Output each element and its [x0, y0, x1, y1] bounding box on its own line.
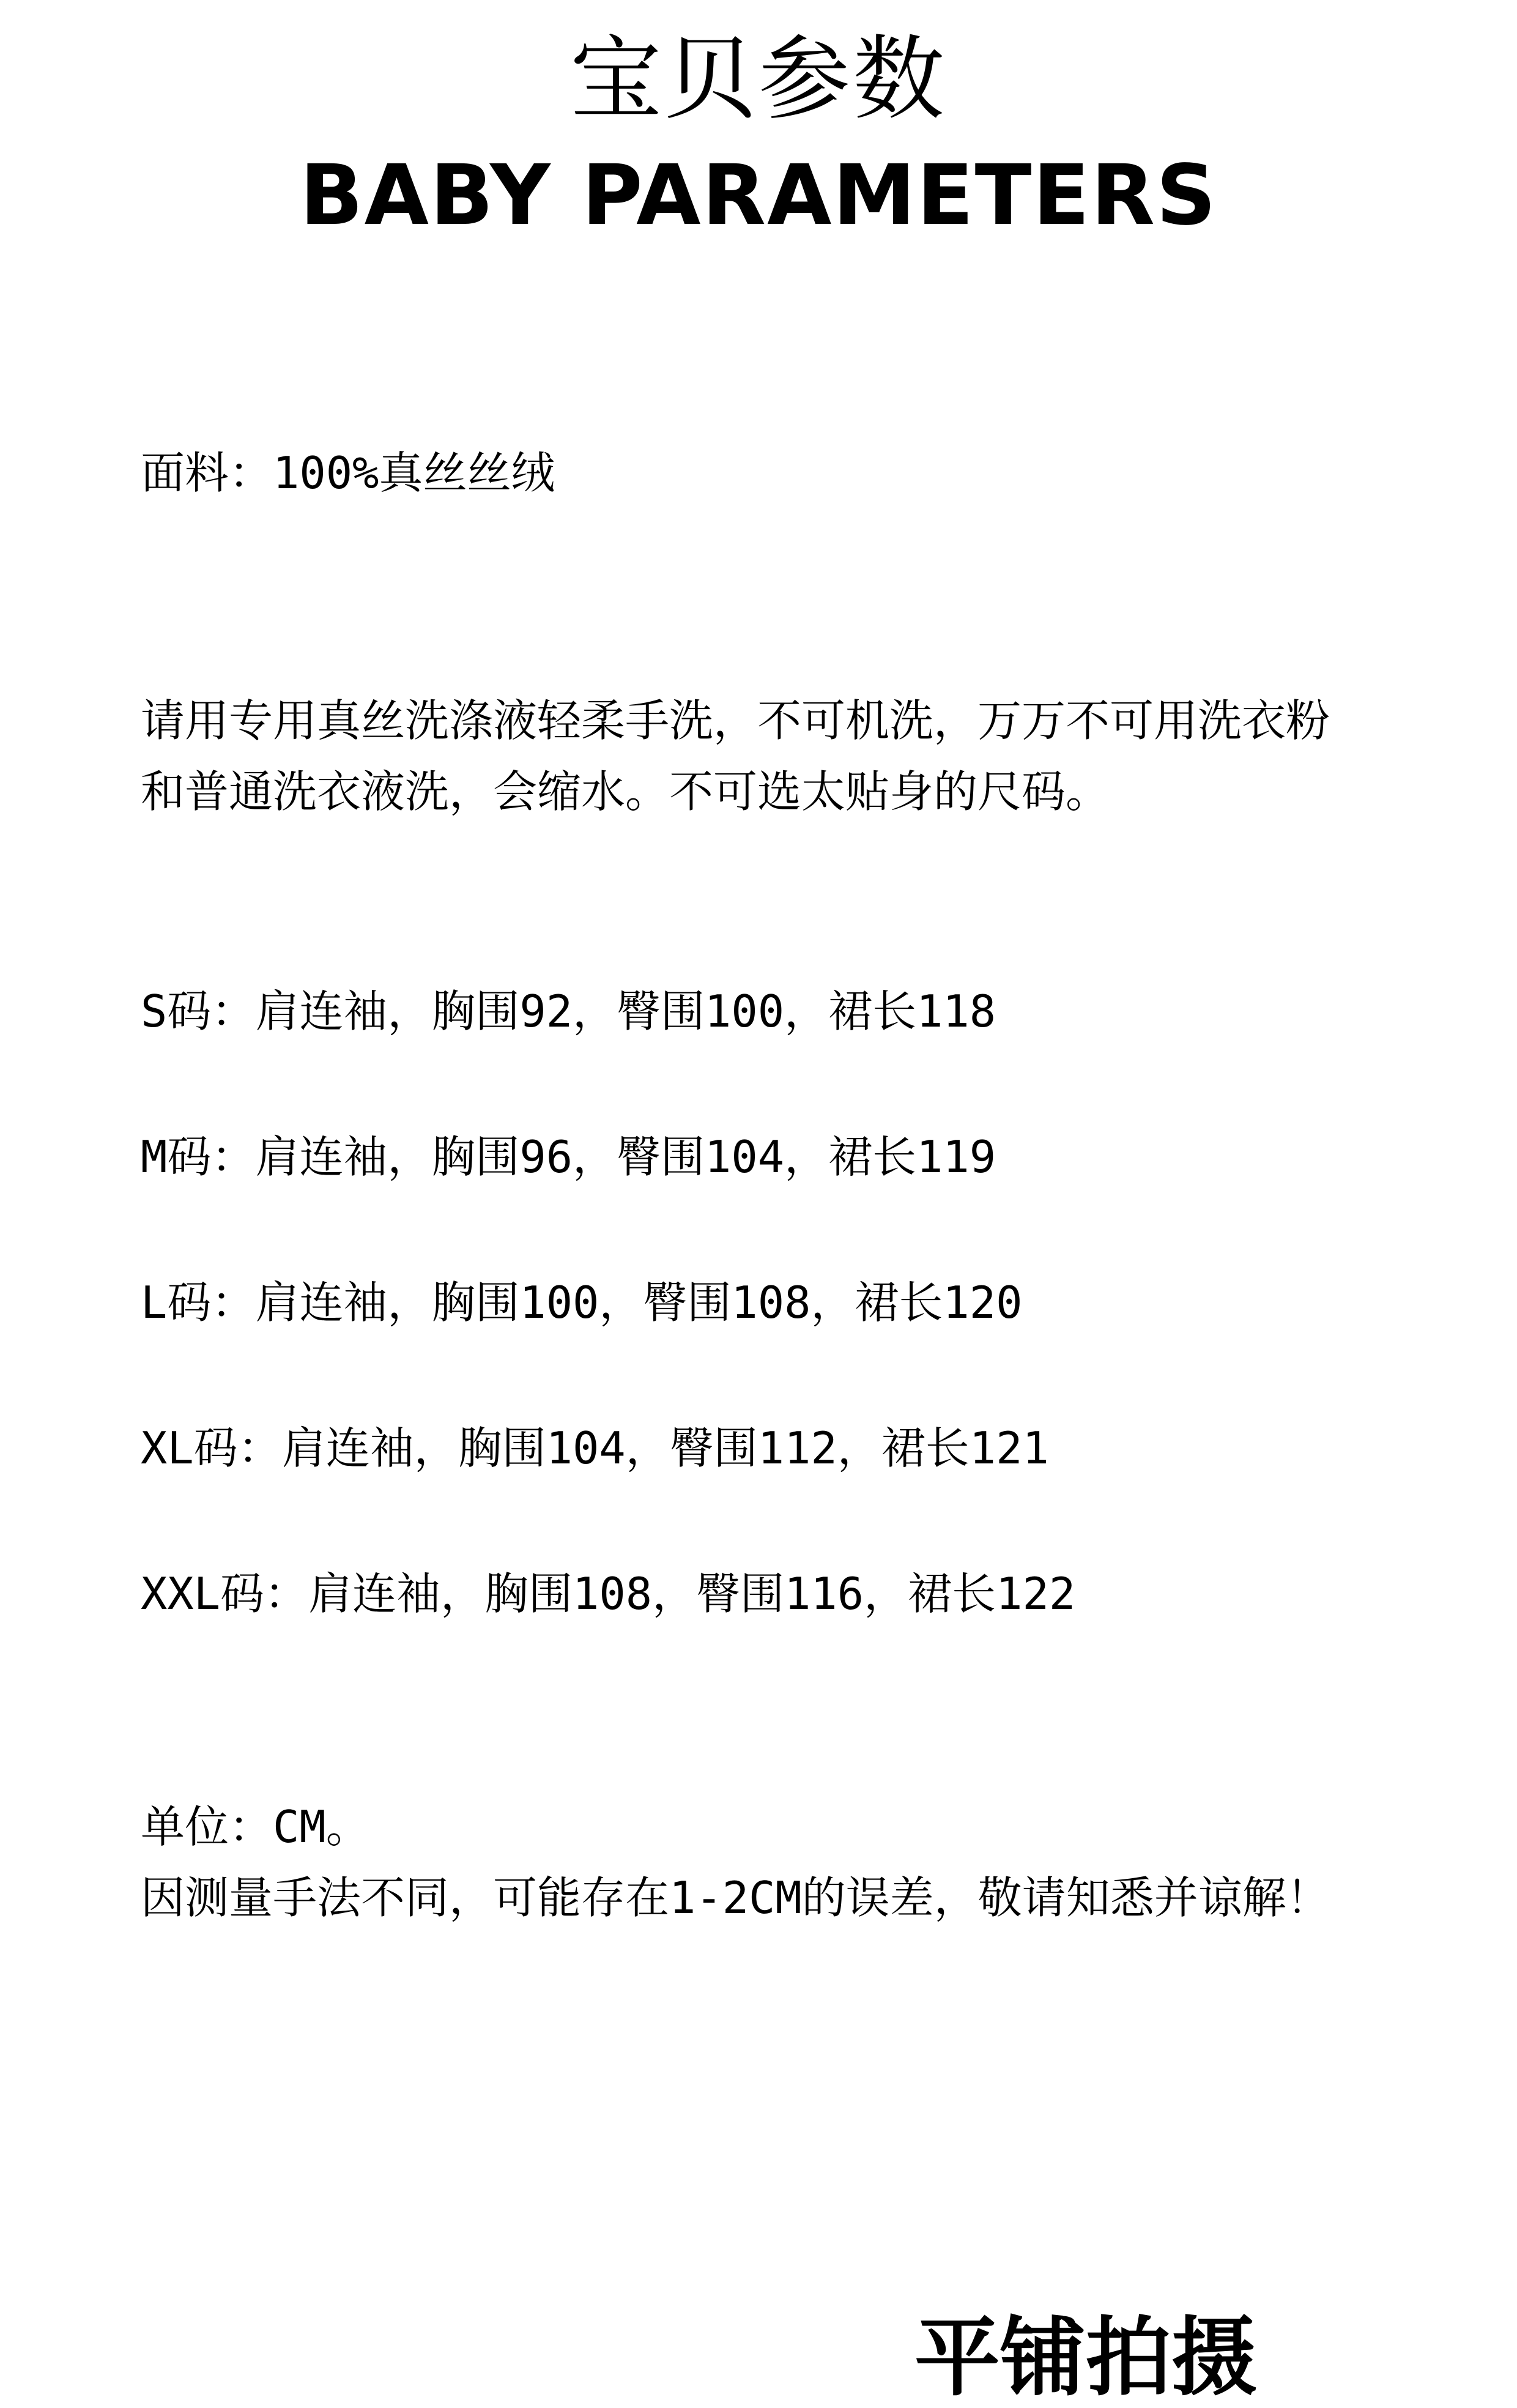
page-title-chinese: 宝贝参数	[569, 26, 947, 133]
fabric-composition-text: 面料：100%真丝丝绒	[141, 447, 555, 499]
care-instruction-line-2: 和普通洗衣液洗，会缩水。不可选太贴身的尺码。	[141, 766, 1110, 817]
size-l-spec: L码：肩连袖，胸围100，臀围108，裙长120	[141, 1277, 1023, 1328]
size-m-spec: M码：肩连袖，胸围96，臀围104，裙长119	[141, 1131, 996, 1183]
size-s-spec: S码：肩连袖，胸围92，臀围100，裙长118	[141, 986, 996, 1037]
measurement-error-note: 因测量手法不同，可能存在1-2CM的误差，敬请知悉并谅解！	[141, 1872, 1330, 1923]
size-xxl-spec: XXL码：肩连袖，胸围108，臀围116，裙长122	[141, 1568, 1076, 1619]
size-xl-spec: XL码：肩连袖，胸围104，臀围112，裙长121	[141, 1422, 1049, 1474]
page-title-english: BABY PARAMETERS	[300, 147, 1217, 244]
measurement-unit-text: 单位：CM。	[141, 1801, 370, 1852]
next-section-title-fragment: 平铺拍摄	[914, 2308, 1258, 2408]
care-instruction-line-1: 请用专用真丝洗涤液轻柔手洗，不可机洗，万万不可用洗衣粉	[141, 695, 1330, 746]
